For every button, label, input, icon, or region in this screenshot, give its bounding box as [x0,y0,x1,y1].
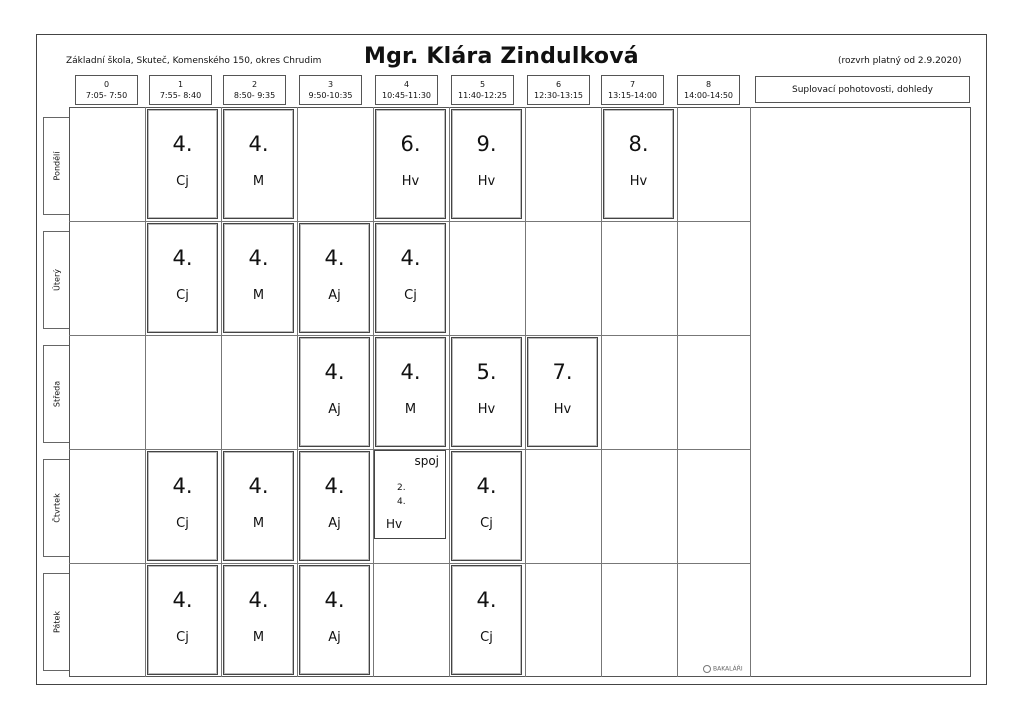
day-tab [43,573,69,671]
period-header [299,75,362,105]
lesson-class: 4. [248,132,269,156]
day-label: Pátek [52,610,61,634]
lesson-subject: Cj [480,630,493,645]
lesson-card [223,565,294,675]
lesson-class: 8. [628,132,649,156]
lesson-class: 4. [248,474,269,498]
lesson-card [527,337,598,447]
joined-lesson [374,450,446,539]
lesson-class: 4. [248,246,269,270]
lesson-class: 4. [172,132,193,156]
lesson-subject: Aj [328,288,341,303]
bakalari-logo-icon [703,665,711,673]
brand-label: BAKALÁŘI [713,665,743,673]
lesson-card [223,223,294,333]
lesson-subject: Hv [553,402,572,417]
lesson-subject: Cj [176,630,189,645]
lesson-subject: Hv [629,174,648,189]
lesson-class: 4. [400,360,421,384]
day-label: Středa [52,380,61,408]
lesson-subject: M [252,174,265,189]
grid-column-line [297,107,298,677]
period-header [149,75,212,105]
lesson-card [299,451,370,561]
grid-column-line [373,107,374,677]
period-number: 4 [403,80,410,89]
lesson-card [299,337,370,447]
day-tab [43,231,69,329]
lesson-subject: Aj [328,516,341,531]
grid-row-line [69,563,750,564]
lesson-class: 9. [476,132,497,156]
period-time: 13:15-14:00 [608,91,657,100]
joined-subject: Hv [386,517,403,531]
day-label: Úterý [52,269,61,291]
lesson-card [147,223,218,333]
lesson-card [147,451,218,561]
day-tab [43,345,69,443]
lesson-class: 4. [324,246,345,270]
lesson-class: 4. [476,474,497,498]
period-header [223,75,286,105]
substitute-column-header: Suplovací pohotovosti, dohledy [755,76,970,103]
grid-column-line [221,107,222,677]
lesson-card [299,223,370,333]
lesson-subject: Aj [328,402,341,417]
lesson-class: 4. [248,588,269,612]
grid-column-line [145,107,146,677]
period-header [601,75,664,105]
lesson-subject: Hv [477,402,496,417]
lesson-card [147,109,218,219]
period-number: 8 [705,80,712,89]
lesson-class: 4. [172,246,193,270]
lesson-subject: Aj [328,630,341,645]
period-header [451,75,514,105]
lesson-subject: M [252,288,265,303]
lesson-class: 4. [172,474,193,498]
bakalari-brand [703,665,743,673]
grid-column-line [677,107,678,677]
lesson-card [299,565,370,675]
period-time: 10:45-11:30 [382,91,431,100]
period-number: 3 [327,80,334,89]
period-number: 5 [479,80,486,89]
period-time: 7:55- 8:40 [159,91,202,100]
grid-row-line [69,335,750,336]
period-time: 12:30-13:15 [534,91,583,100]
lesson-subject: Hv [401,174,420,189]
lesson-subject: M [252,630,265,645]
lesson-class: 4. [324,474,345,498]
period-header [75,75,138,105]
lesson-subject: M [404,402,417,417]
lesson-card [375,109,446,219]
period-number: 0 [103,80,110,89]
lesson-subject: Cj [404,288,417,303]
lesson-card [451,109,522,219]
lesson-class: 7. [552,360,573,384]
lesson-subject: Hv [477,174,496,189]
lesson-subject: Cj [176,516,189,531]
school-name: Základní škola, Skuteč, Komenského 150, okres Chrudim [66,56,322,66]
joined-label: spoj [414,454,439,468]
lesson-class: 6. [400,132,421,156]
grid-column-line [525,107,526,677]
period-number: 1 [177,80,184,89]
period-number: 2 [251,80,258,89]
lesson-class: 4. [324,588,345,612]
period-time: 14:00-14:50 [684,91,733,100]
period-time: 9:50-10:35 [308,91,353,100]
lesson-card [375,337,446,447]
lesson-subject: Cj [176,174,189,189]
lesson-class: 5. [476,360,497,384]
day-label: Pondělí [52,151,61,181]
lesson-card [603,109,674,219]
lesson-card [451,337,522,447]
period-header [527,75,590,105]
period-header [375,75,438,105]
teacher-name: Mgr. Klára Zindulková [364,44,639,69]
grid-column-line [601,107,602,677]
grid-row-line [69,221,750,222]
lesson-class: 4. [476,588,497,612]
day-tab [43,459,69,557]
day-label: Čtvrtek [52,493,61,523]
lesson-card [223,451,294,561]
lesson-card [451,565,522,675]
lesson-class: 4. [400,246,421,270]
period-number: 6 [555,80,562,89]
day-tab [43,117,69,215]
lesson-class: 4. [172,588,193,612]
valid-from: (rozvrh platný od 2.9.2020) [838,56,962,66]
lesson-card [451,451,522,561]
period-header [677,75,740,105]
lesson-card [375,223,446,333]
joined-class: 4. [397,497,406,507]
period-number: 7 [629,80,636,89]
lesson-card [147,565,218,675]
period-time: 7:05- 7:50 [85,91,128,100]
period-time: 11:40-12:25 [458,91,507,100]
joined-class: 2. [397,483,406,493]
lesson-card [223,109,294,219]
lesson-subject: M [252,516,265,531]
period-time: 8:50- 9:35 [233,91,276,100]
lesson-subject: Cj [176,288,189,303]
lesson-subject: Cj [480,516,493,531]
grid-column-line [449,107,450,677]
grid-column-line [750,107,751,677]
lesson-class: 4. [324,360,345,384]
